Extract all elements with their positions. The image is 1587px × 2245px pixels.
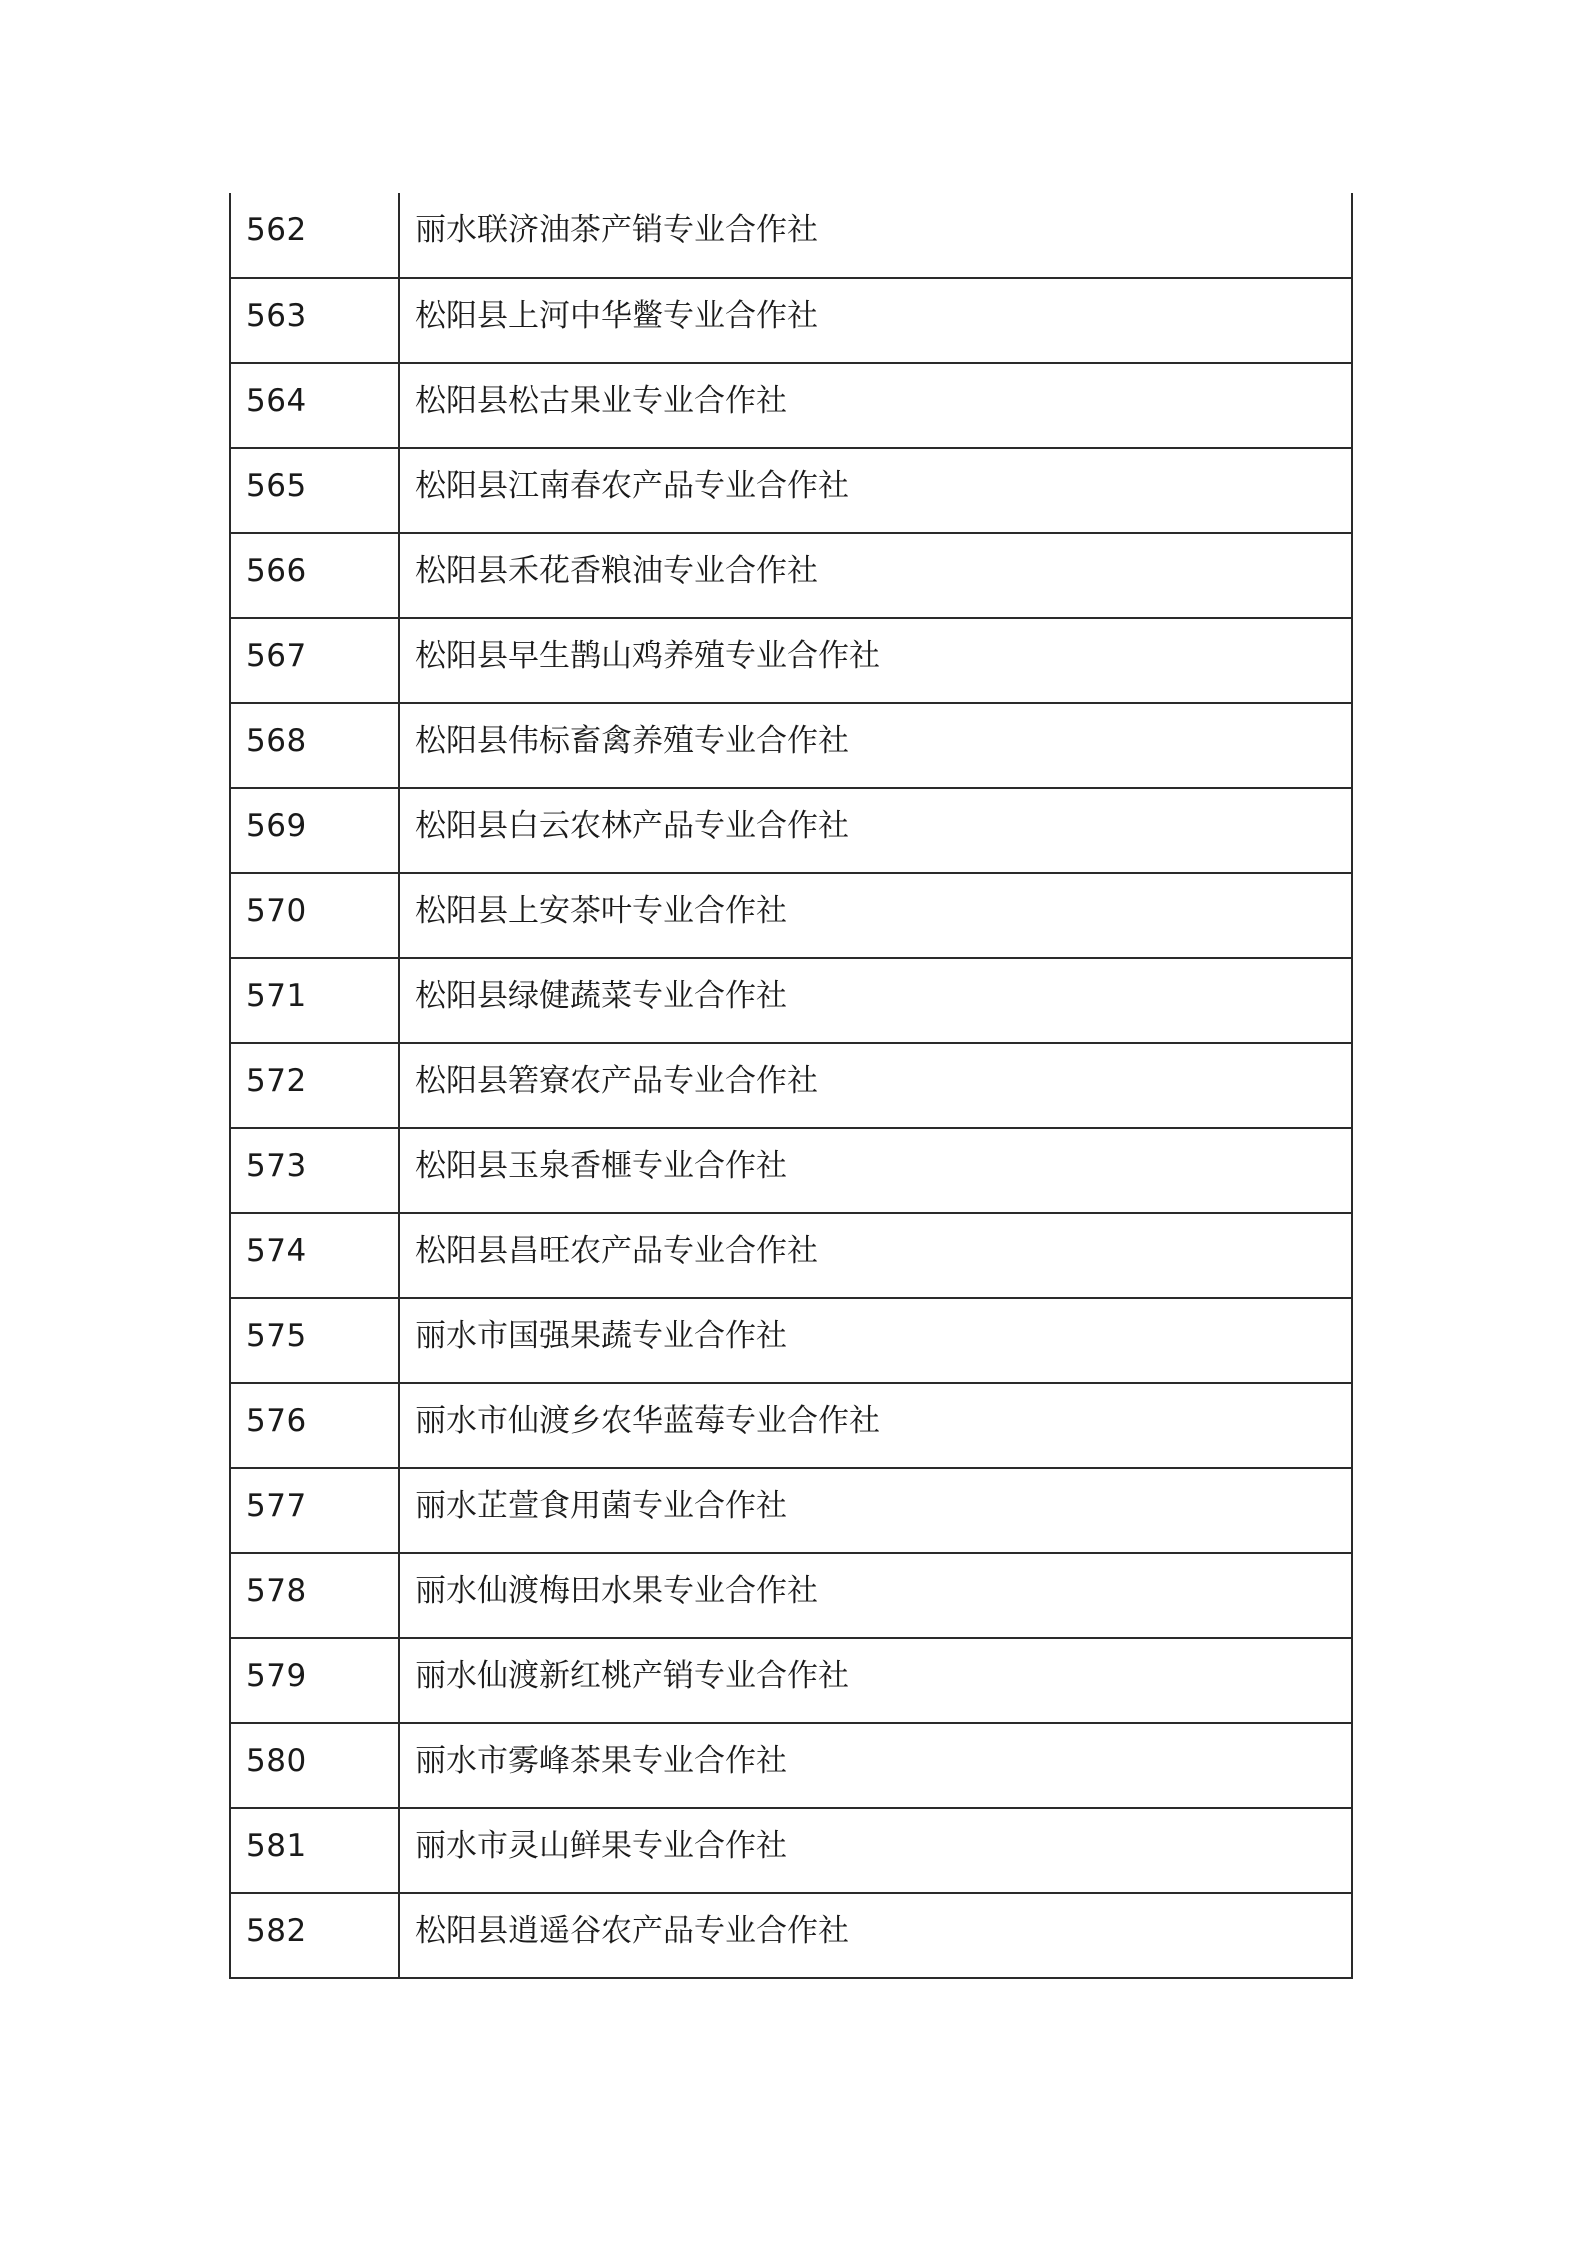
cooperative-name: 松阳县箬寮农产品专业合作社 — [399, 1043, 1352, 1128]
table-row — [230, 1723, 1352, 1808]
table-row — [230, 1893, 1352, 1978]
table-row — [230, 703, 1352, 788]
row-number: 564 — [230, 363, 399, 448]
cooperative-name: 松阳县伟标畜禽养殖专业合作社 — [399, 703, 1352, 788]
table-row — [230, 1128, 1352, 1213]
cooperative-name: 松阳县禾花香粮油专业合作社 — [399, 533, 1352, 618]
row-number: 568 — [230, 703, 399, 788]
row-number: 569 — [230, 788, 399, 873]
row-number: 571 — [230, 958, 399, 1043]
row-number: 563 — [230, 278, 399, 363]
cooperative-name: 松阳县玉泉香榧专业合作社 — [399, 1128, 1352, 1213]
table-row — [230, 1383, 1352, 1468]
cooperative-name: 丽水市雾峰茶果专业合作社 — [399, 1723, 1352, 1808]
row-number: 575 — [230, 1298, 399, 1383]
row-number: 578 — [230, 1553, 399, 1638]
cooperative-name: 丽水联济油茶产销专业合作社 — [399, 193, 1352, 278]
table-row — [230, 618, 1352, 703]
row-number: 562 — [230, 193, 399, 278]
cooperative-name: 丽水市仙渡乡农华蓝莓专业合作社 — [399, 1383, 1352, 1468]
cooperative-name: 丽水市国强果蔬专业合作社 — [399, 1298, 1352, 1383]
table-row — [230, 533, 1352, 618]
row-number: 573 — [230, 1128, 399, 1213]
cooperative-name: 松阳县早生鹊山鸡养殖专业合作社 — [399, 618, 1352, 703]
table-row — [230, 1468, 1352, 1553]
table-row — [230, 193, 1352, 278]
cooperative-name: 丽水市灵山鲜果专业合作社 — [399, 1808, 1352, 1893]
row-number: 577 — [230, 1468, 399, 1553]
table-row — [230, 873, 1352, 958]
cooperative-name: 丽水芷萱食用菌专业合作社 — [399, 1468, 1352, 1553]
cooperative-name: 松阳县昌旺农产品专业合作社 — [399, 1213, 1352, 1298]
row-number: 566 — [230, 533, 399, 618]
cooperative-name: 丽水仙渡梅田水果专业合作社 — [399, 1553, 1352, 1638]
cooperative-name: 松阳县江南春农产品专业合作社 — [399, 448, 1352, 533]
cooperative-name: 松阳县白云农林产品专业合作社 — [399, 788, 1352, 873]
row-number: 567 — [230, 618, 399, 703]
cooperative-name: 松阳县逍遥谷农产品专业合作社 — [399, 1893, 1352, 1978]
table-body — [230, 193, 1352, 1978]
row-number: 565 — [230, 448, 399, 533]
cooperative-name: 丽水仙渡新红桃产销专业合作社 — [399, 1638, 1352, 1723]
cooperative-name: 松阳县松古果业专业合作社 — [399, 363, 1352, 448]
table-row — [230, 1553, 1352, 1638]
row-number: 579 — [230, 1638, 399, 1723]
row-number: 574 — [230, 1213, 399, 1298]
table-row — [230, 278, 1352, 363]
row-number: 570 — [230, 873, 399, 958]
row-number: 580 — [230, 1723, 399, 1808]
table-row — [230, 1213, 1352, 1298]
table-row — [230, 363, 1352, 448]
cooperative-name: 松阳县上安茶叶专业合作社 — [399, 873, 1352, 958]
table-row — [230, 1638, 1352, 1723]
cooperative-name: 松阳县上河中华鳖专业合作社 — [399, 278, 1352, 363]
row-number: 576 — [230, 1383, 399, 1468]
row-number: 572 — [230, 1043, 399, 1128]
cooperative-list-table — [229, 193, 1353, 1979]
table-row — [230, 958, 1352, 1043]
row-number: 581 — [230, 1808, 399, 1893]
table-row — [230, 1043, 1352, 1128]
row-number: 582 — [230, 1893, 399, 1978]
table-row — [230, 788, 1352, 873]
table-row — [230, 1298, 1352, 1383]
cooperative-name: 松阳县绿健蔬菜专业合作社 — [399, 958, 1352, 1043]
table-row — [230, 448, 1352, 533]
table-row — [230, 1808, 1352, 1893]
